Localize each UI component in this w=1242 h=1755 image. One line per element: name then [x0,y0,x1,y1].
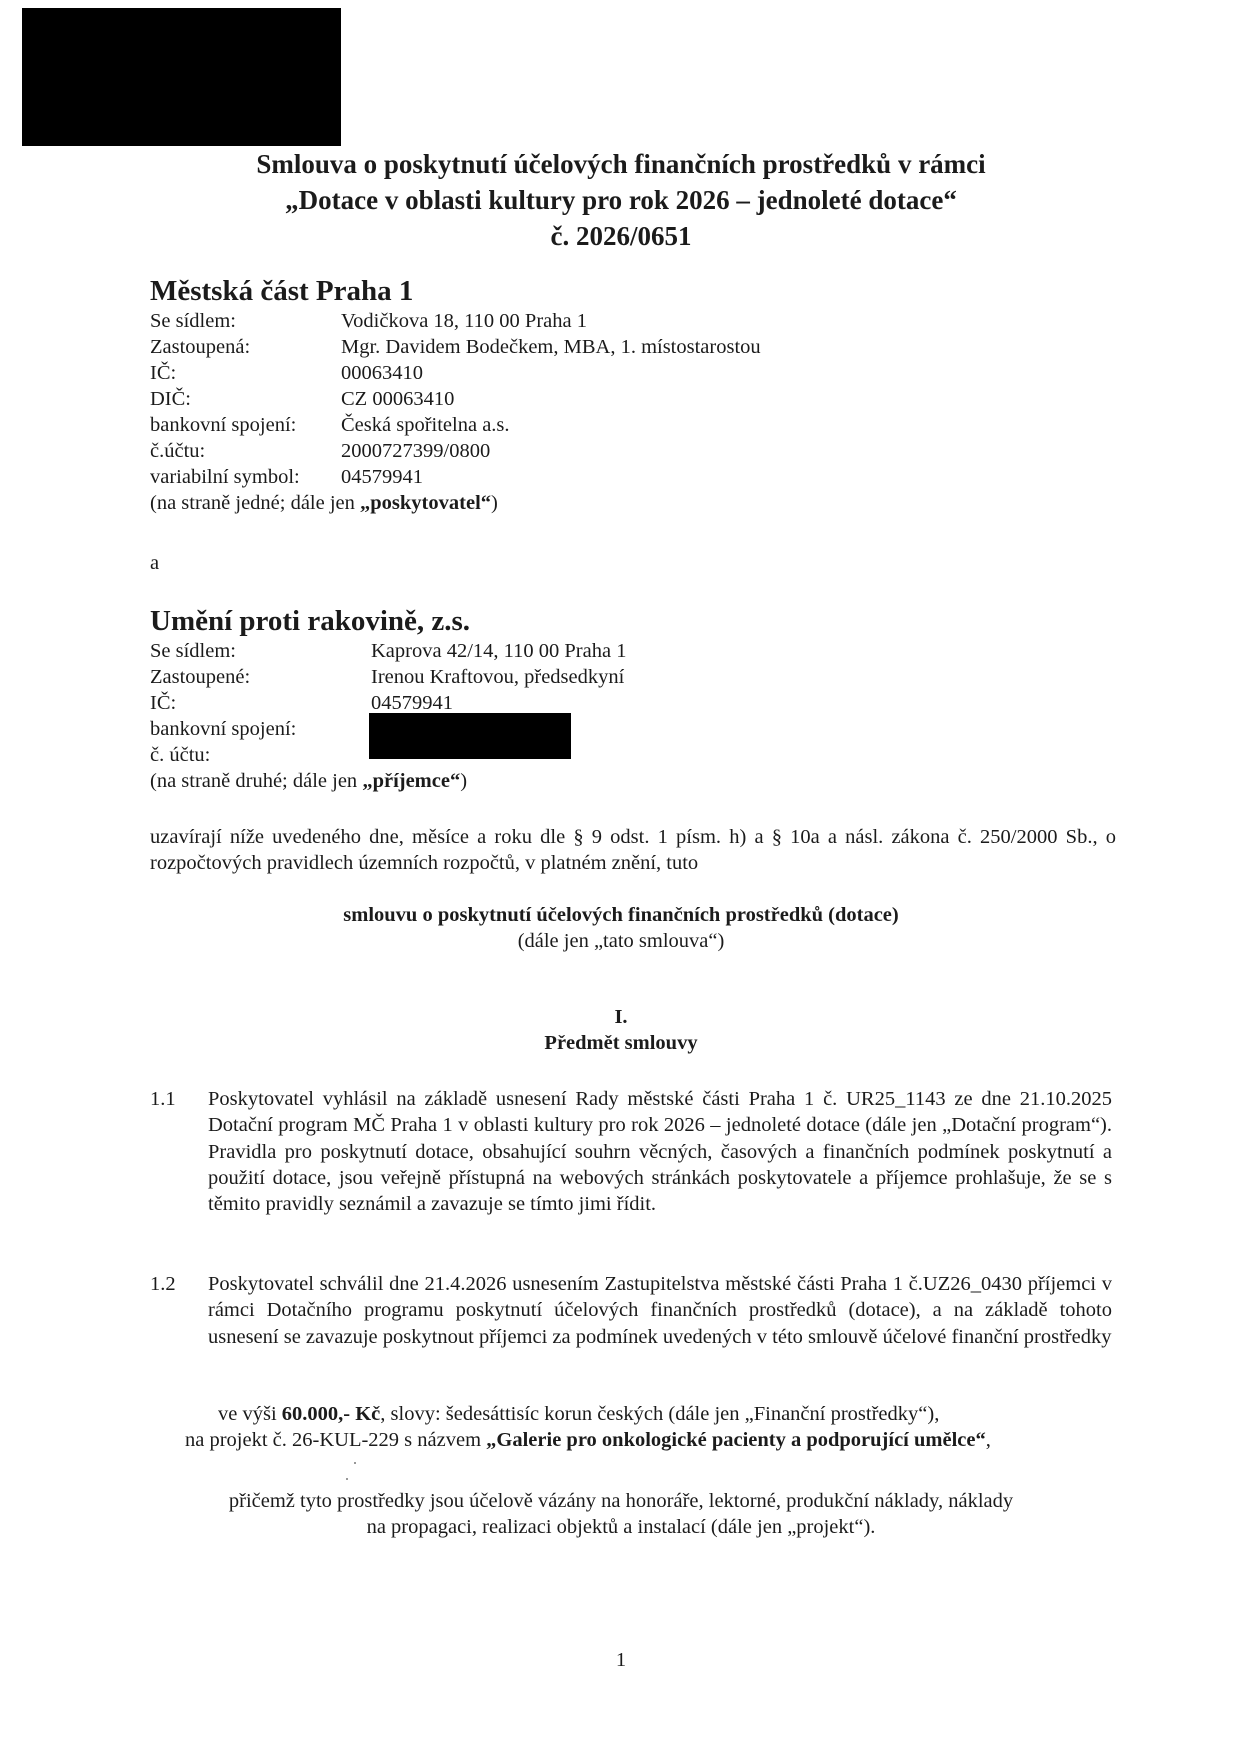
provider-label: Zastoupená: [150,336,251,358]
clause-text: Poskytovatel schválil dne 21.4.2026 usnesením Zastupitelstva městské části Praha 1 č.UZ26_0430 příjemci v rámci Dotačního programu poskytnutí účelových finančních prostředků (dotace), a na základě tohoto usnesení se zavazuje poskytnout příjemci za podmínek uvedených v této smlouvě účelové finanční prostředky [208,1273,1112,1348]
document-title-line-2: „Dotace v oblasti kultury pro rok 2026 – jednoleté dotace“ [285,185,957,215]
amount-value: 60.000,- Kč [281,1403,381,1425]
provider-value: Vodičkova 18, 110 00 Praha 1 [341,310,587,332]
project-name: „Galerie pro onkologické pacienty a podporující umělce“ [486,1429,986,1451]
recipient-label: IČ: [150,692,177,714]
provider-label: IČ: [150,362,177,384]
recipient-name: Umění proti rakovině, z.s. [150,605,471,637]
contract-heading: smlouvu o poskytnutí účelových finančních prostředků (dotace) [343,904,899,926]
redaction-account [369,713,571,759]
recipient-value: 04579941 [371,692,453,714]
provider-label: DIČ: [150,388,191,410]
page-number: 1 [615,1649,627,1671]
redaction-top [22,8,341,146]
provider-label: Se sídlem: [150,310,236,332]
provider-label: variabilní symbol: [150,466,300,488]
section-title: Předmět smlouvy [544,1032,698,1054]
project-line: na projekt č. 26-KUL-229 s názvem „Galerie pro onkologické pacienty a podporující umělce“, [185,1429,991,1451]
provider-label: bankovní spojení: [150,414,297,436]
provider-value: 04579941 [341,466,423,488]
provider-value: Česká spořitelna a.s. [341,414,510,436]
provider-value: 00063410 [341,362,423,384]
contract-subheading: (dále jen „tato smlouva“) [517,930,725,952]
provider-name: Městská část Praha 1 [150,275,414,307]
provider-value: Mgr. Davidem Bodečkem, MBA, 1. místostarostou [341,336,761,358]
recipient-value: Kaprova 42/14, 110 00 Praha 1 [371,640,627,662]
provider-side-note: (na straně jedné; dále jen „poskytovatel“) [150,492,498,514]
recipient-label: Se sídlem: [150,640,236,662]
recipient-label: bankovní spojení: [150,718,297,740]
section-number: I. [614,1006,628,1028]
clause-number: 1.1 [150,1088,176,1110]
recipient-label: č. účtu: [150,744,211,766]
document-title-number: č. 2026/0651 [550,221,692,251]
scan-speck [354,1462,356,1464]
provider-role: „poskytovatel“ [360,492,492,514]
purpose-line-2: na propagaci, realizaci objektů a instalací (dále jen „projekt“). [366,1516,876,1538]
recipient-label: Zastoupené: [150,666,251,688]
provider-label: č.účtu: [150,440,206,462]
provider-value: 2000727399/0800 [341,440,491,462]
recipient-value: Irenou Kraftovou, předsedkyní [371,666,625,688]
amount-line: ve výši 60.000,- Kč, slovy: šedesáttisíc korun českých (dále jen „Finanční prostředky“), [218,1403,940,1425]
conjunction: a [150,552,160,574]
provider-value: CZ 00063410 [341,388,455,410]
intro-paragraph: uzavírají níže uvedeného dne, měsíce a roku dle § 9 odst. 1 písm. h) a § 10a a násl. zákona č. 250/2000 Sb., o rozpočtových pravidlech územních rozpočtů, v platném znění, tuto [150,826,1116,875]
clause-number: 1.2 [150,1273,176,1295]
purpose-line-1: přičemž tyto prostředky jsou účelově vázány na honoráře, lektorné, produkční náklady, náklady [228,1490,1014,1512]
document-title-line-1: Smlouva o poskytnutí účelových finančních prostředků v rámci [256,149,986,179]
recipient-side-note: (na straně druhé; dále jen „příjemce“) [150,770,468,792]
recipient-role: „příjemce“ [362,770,461,792]
clause-text: Poskytovatel vyhlásil na základě usnesení Rady městské části Praha 1 č. UR25_1143 ze dne 21.10.2025 Dotační program MČ Praha 1 v oblasti kultury pro rok 2026 – jednoleté dotace (dále jen „Dotační program“). Pravidla pro poskytnutí dotace, obsahující souhrn věcných, časových a finančních podmínek poskytnutí a použití dotace, jsou veřejně přístupná na webových stránkách poskytovatele a příjemce prohlašuje, že se s těmito pravidly seznámil a zavazuje se tímto jimi řídit. [208,1088,1112,1216]
scan-speck [346,1478,348,1480]
